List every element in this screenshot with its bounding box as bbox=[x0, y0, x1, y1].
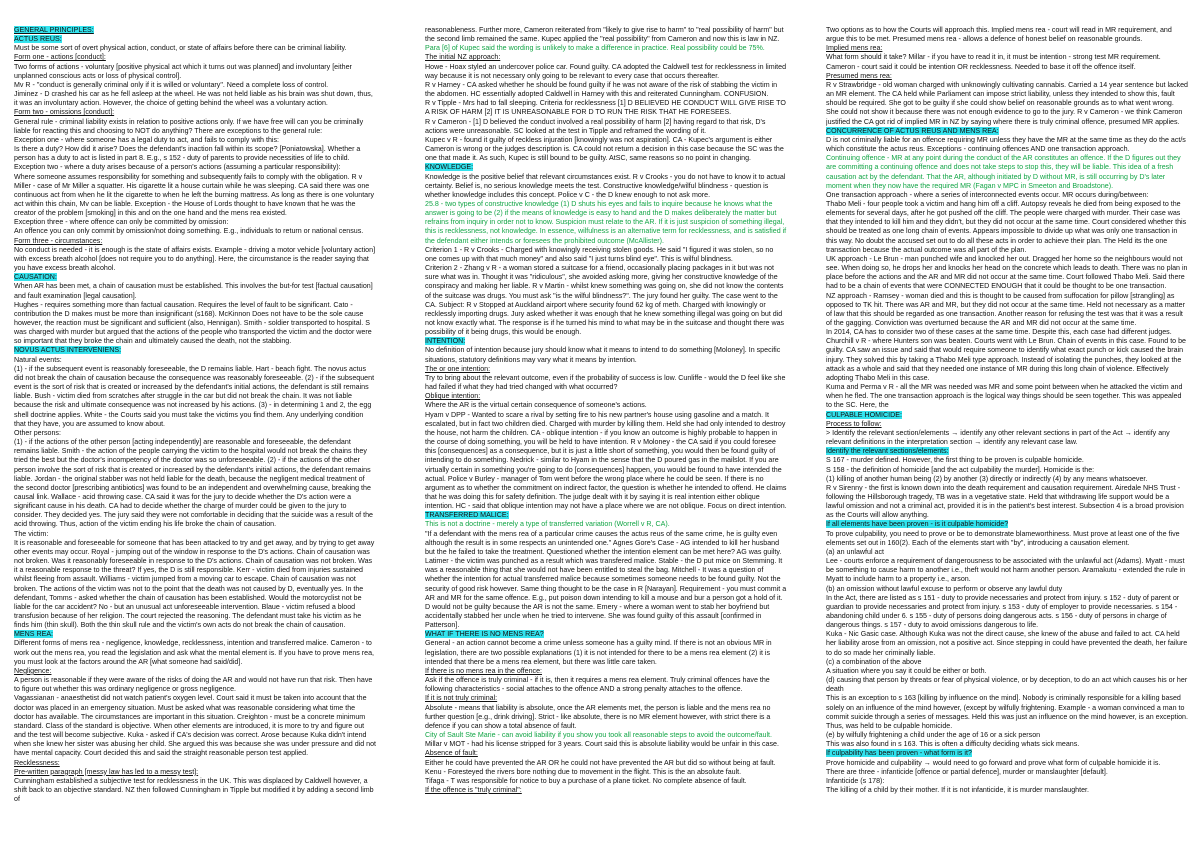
text-line bbox=[826, 154, 1188, 191]
text-line bbox=[14, 237, 376, 246]
text-run: Identify the relevant sections/elements: bbox=[826, 447, 949, 456]
text-line: What form should it take? Millar - if you have to read it in, it must be intention - strong test MR requirement. bbox=[826, 53, 1161, 62]
text-line: There are three - infanticide [offence or partial defence], murder or manslaughter [default]. bbox=[826, 767, 1108, 776]
text-line bbox=[826, 749, 1188, 758]
text-run: Recklessness: bbox=[14, 758, 60, 767]
text-line bbox=[826, 44, 1188, 53]
text-line bbox=[14, 273, 376, 282]
text-line: R v Harney - CA asked whether he should be found guilty if he was not aware of the risk of stabbing the victim in the abdomen. HC essentially adopted Caldwell in Harney with this and reiterated Cunningham. CONFUSION. bbox=[425, 80, 778, 99]
text-line bbox=[425, 694, 787, 703]
column-right bbox=[826, 26, 1188, 844]
text-run: Continuing offence - MR at any point during the conduct of the AR constitutes an offence. If the D figures out they are committing a continuing offence and does not take steps to stop this, they will be liable. This idea of a fresh causation act by the defendant. That the AR, although initiated by D without MR, is still occurring by D's later moment when they now have the required MR (Fagan v MPC in Smeeton and Broadstone). bbox=[826, 154, 1181, 190]
text-line: In the Act, there are listed as s 151 - duty to provide necessaries and protect from injury. s 152 - duty of parent or guardian to provide necessaries and protect from injury. s 153 - duty of employer to provide necessaries. s 154 - abandoning child under 6. s 155 - duty of persons doing dangerous acts. s 156 - duty of persons in charge of dangerous things. s 157 - duty to avoid omissions dangerous to life. bbox=[826, 593, 1180, 630]
text-line: General - an action cannot become a crime unless someone has a guilty mind. If there is not an obvious MR in legislation, there are two possible explanations (1) it is not intended for there to be a mens rea element (2) it is intended that there be a mens rea element, but there was little care taken. bbox=[425, 639, 772, 666]
text-run: Pre-written paragraph [messy law has led to a messy test]: bbox=[14, 767, 199, 776]
text-line: Two options as to how the Courts will approach this. Implied mens rea - court will read in MR requirement, and argue this to be met. Presumed mens rea - allows a defence of honest belief on reasonable grounds. bbox=[826, 26, 1172, 44]
text-run: The initial NZ approach: bbox=[425, 53, 501, 62]
text-run: Absence of fault: bbox=[425, 749, 478, 758]
text-line: Hyam v DPP - Wanted to scare a rival by setting fire to his new partner's house using gasoline and a match. It escalated, but in fact two children died. Charged with murder by killing them. Held she had only intended to destroy the house, not harm the children. CA - oblique intention - if you know an outcome is highly probable to happen in the course of doing something, you will be held to have intention. R v Moloney - the CA said if you could foresee this [consequences] as a consequence, but it is just a little short of something, you would then be found guilty of intending to do something. Nedrick - similar to Hyam in the sense that the D poured gas in the mailslot. If you are virtually certain in something you're going to do [consequences] happen, you would be found to have intended the actual. Police v Burley - manager of Tom went before the wrong place where he could be seen. If there is no argument as to whether the commitment on indirect factor, the question is whether he intended to offend. He claims that he was doing this for safety definition. The judge dealt with it by saying it is real intention either oblique intention. HC - said that oblique intention may not have a place where we are not oblique. Focus on direct intention. bbox=[425, 410, 787, 511]
text-line: R v Sirenny - the first is known down into the death requirement and causation requirement. Airedale NHS Trust - following the Hillsborough tragedy, TB was in a vegetative state. Held that withdrawing life support would be a lawful omission and not a criminal act, provided it is in the patient's best interest. Subsection 4 is a broad provision as the Courts will allow anything. bbox=[826, 483, 1184, 520]
text-line: Exception two - where a duty arises because of a person's actions (assuming a particular responsibility): bbox=[14, 163, 341, 172]
text-line: This was also found in s 163. This is often a difficulty deciding whats sick means. bbox=[826, 740, 1080, 749]
column-left bbox=[14, 26, 376, 844]
text-line bbox=[425, 786, 787, 795]
text-line bbox=[425, 53, 787, 62]
text-line bbox=[14, 53, 376, 62]
text-line: Cameron - court said it could be intention OR recklessness. Needed to base it off the offence itself. bbox=[826, 62, 1136, 71]
text-line: R v Strawbridge - old woman charged with unknowingly cultivating cannabis. Carried a 14 year sentence but lacked an MR element. The CA held while Parliament can impose strict liability, unless they intended to show this, fault should be required. She got to be guilty if she could show belief on reasonable grounds as to what went wrong. She could not show it because there was not enough evidence to go to the jury. R v Cameron - we think Cameron justified the CA got rid of implied MR in NZ by saying where there is truly criminal offence, presumed MR applies. bbox=[826, 80, 1188, 126]
text-run: KNOWLEDGE: bbox=[425, 163, 474, 172]
text-run: Form three - circumstances: bbox=[14, 236, 103, 245]
text-line: Jiminez - D crashed his car as he fell asleep at the wheel. He was not held liable as his brain was shut down, thus, it was an involuntary action. However, the choice of getting behind the wheel was a voluntary action. bbox=[14, 90, 373, 108]
text-run: CULPABLE HOMICIDE: bbox=[826, 410, 902, 419]
text-run: Implied mens rea: bbox=[826, 44, 883, 53]
text-run: Negligence: bbox=[14, 666, 52, 675]
text-line bbox=[425, 749, 787, 758]
text-run: If the offence is "truly criminal": bbox=[425, 785, 522, 794]
text-run: INTENTION: bbox=[425, 337, 466, 346]
text-line bbox=[425, 520, 787, 529]
text-line bbox=[425, 200, 787, 246]
text-line bbox=[826, 520, 1188, 529]
text-line: In 2014, CA has to consider two of these cases at the same time. Despite this, each case had different judges. bbox=[826, 328, 1172, 337]
text-line: Different forms of mens rea - negligence, knowledge, recklessness, intention and transferred malice. Cameron - to work out the mens rea, you read the legislation and ask what the mental element is. If you have to prove mens rea, you must look at the factors around the AR [what someone had said/did]. bbox=[14, 639, 375, 666]
text-line: (b) an omission without lawful excuse to perform or observe any lawful duty bbox=[826, 584, 1063, 593]
text-line bbox=[14, 768, 376, 777]
text-run: GENERAL PRINCIPLES: bbox=[14, 26, 94, 34]
text-run: MENS REA: bbox=[14, 630, 54, 639]
text-line: (1) killing of another human being (2) by another (3) directly or indirectly (4) by any means whatsoever. bbox=[826, 474, 1148, 483]
text-line: Howe - Hoax styled an undercover police car. Found guilty. CA adopted the Caldwell test for recklessness in limited way because it is not necessary only going to be relevant to every case that occurs thereafter. bbox=[425, 62, 787, 80]
text-line bbox=[425, 44, 787, 53]
text-line: (1) - if the subsequent event is reasonably foreseeable, the D remains liable. Hart - beach fight. The novus actus did not break the chain of causation because the consequence was reasonably foreseeable. (2) - if the subsequent event is the sort of risk that is created or increased by the defendant's initial actions, the defendant is still remains liable. Bush - victim died from scratches after struggle in the car but did not break the chain. It was not liable because the risk and ultimate consequence was not increased by his actions. (3) - in determining 1 and 2, the egg shell doctrine applies. White - the Courts said you must take the victims you find them. Any underlying condition that they have, you are assumed to know about. bbox=[14, 364, 375, 428]
text-run: Presumed mens rea: bbox=[826, 71, 892, 80]
text-line: NZ approach - Ramsey - woman died and this is thought to be caused from suffocation for pillow [strangling] as opposed to TK hit. There was AR and MR, but they did not occur at the same time. Held not necessary as a matter of law that this should be regarded as one transaction. Another reason for refusing the test was that it was a result of the gagging. Conviction was overturned because the AR and MR did not occur at the same time. bbox=[826, 291, 1185, 327]
text-line: Kuma and Perma v R - all the MR was needed was MR and some point between when he attacked the victim and when he fled. The one transaction approach is the logical way things should be seen together. This was appealed to the SC. Here, the bbox=[826, 383, 1183, 410]
text-line bbox=[14, 35, 376, 44]
text-run: Para [6] of Kupec said the wording is unlikely to make a difference in practice. Real possibility could be 75%. bbox=[425, 44, 765, 53]
text-run: CONCURRENCE OF ACTUS REUS AND MENS REA: bbox=[826, 126, 999, 135]
text-line: Lee - courts enforce a requirement of dangerousness to be associated with the unlawful act (Adams). Myatt - must be something to cause harm to another i.e., theft would not harm another person. Aramakutu - extended the rule in Myatt to include harm to a property i.e., arson. bbox=[826, 557, 1186, 584]
text-line: (1) - if the actions of the other person [acting independently] are reasonable and foreseeable, the defendant remains liable. Smith - the action of the people carrying the victim to the hospital would not break the chains they tried the best but the doctor's incompetency of the doctor was so unforeseeable. (2) - if the actions of the other person involve the sort of risk that is created or increased by the defendant's initial actions, the defendant remains liable. Jordan - the original stabber was not held liable for the death, because the negligent medical treatment of the second doctor [prescribing antibiotics] was found to be an independent and overwhelming cause, breaking the causal link. Wallace - acid throwing case. CA said it was for the jury to decide whether the D's action were a significant cause in his death. CA had to decide whether the charge of murder could be given to the jury to consider. They decided yes. The jury said they were not comfortable in deciding that the suicide was a result of the acid throwing. Thus, action of the victim ending his life broke the chain of causation. bbox=[14, 438, 373, 529]
text-line: Where someone assumes responsibility for something and subsequently fails to comply with the obligation. R v Miller - case of Mr Miller a squatter. His cigarette lit a house curtain while he was sleeping. CA said there was one continuous act from when he lit the cigarette to when he left the burning mattress. As long as there is one voluntary act within this chain, Mv can be liable. Exception - the House of Lords thought to have known that he was the creator of the problem [smoking] in this and on the one hand and the mens rea existed. bbox=[14, 172, 375, 218]
text-line bbox=[425, 163, 787, 172]
text-run: If it is not truly criminal: bbox=[425, 694, 498, 703]
text-run: If culpability has been proven - what form is it? bbox=[826, 749, 972, 758]
text-line: A situation where you say it could be either or both. bbox=[826, 666, 987, 675]
text-line: Churchill v R - where Hunters son was beaten. Courts went with Le Brun. Chain of events in this case. Found to be guilty. CA saw an issue and said that would require someone to identify what exact punch or kick caused the brain injury. They solved this by taking a Thabo Meli type approach. Instead of isolating the punches, they looked at the attack as a whole and said that they needed one instance of MR during this long chain of violence. Effectively adopting Thabo Meli in this case. bbox=[826, 337, 1186, 382]
text-line: (e) by wilfully frightening a child under the age of 16 or a sick person bbox=[826, 731, 1041, 740]
text-run: Process to follow: bbox=[826, 419, 882, 428]
text-line: Infanticide (s 178): bbox=[826, 776, 885, 785]
text-line: General rule - criminal liability exists in relation to positive actions only. If we have free will can you be criminally liable for reacting this and choosing to NOT do anything? There are exceptions to the general rule: bbox=[14, 117, 364, 135]
text-run: CAUSATION: bbox=[14, 273, 57, 282]
text-line bbox=[826, 420, 1188, 429]
text-line: Either he could have prevented the AR OR he could not have prevented the AR but did so without being at fault. bbox=[425, 758, 776, 767]
text-line: A person is reasonable if they were aware of the risks of doing the AR and would not have run that risk. Then have to figure out whether this was ordinary negligence or gross negligence. bbox=[14, 676, 373, 694]
text-run: City of Sault Ste Marie - can avoid liability if you show you took all reasonable steps to avoid the outcome/fault. bbox=[425, 731, 772, 740]
text-line: Kenu - Foresteyed the rivers bore nothing due to movement in the flight. This is the an absolute fault. bbox=[425, 767, 742, 776]
text-line bbox=[425, 337, 787, 346]
text-line: Cunningham established a subjective test for recklessness in the UK. This was displaced by Caldwell however, a shift back to an objective standard. NZ then followed Cunningham in Tipple but modified it by adding a second limb of bbox=[14, 776, 374, 804]
text-line: Criterion 2 - Zhang v R - a woman stored a suitcase for a friend, occasionally placing packages in it but was not sure what was in. Thought it was "ridiculous", she avoided asking more, giving her constructive knowledge of the conspiracy and making her liable. R v Martin - whilst knew something was going on, she did not know the contents of the suitcase was drugs. You must ask "is the wilful blindness?". The jury found her guilty. The case went to the CA. Subject: R v Stopped at Auckland airport where security found 62 kg of meth. Charged with knowingly or recklessly importing drugs. Jury asked whether it was enough that he knew something illegal was going on but did not know exactly what. The response is if he turned his mind to what may be in the suitcase and thought there was possibility of it being drugs, this would be enough. bbox=[425, 264, 785, 337]
text-line: Other persons: bbox=[14, 428, 61, 437]
text-line: Where the AR is the virtual certain consequence of someone's actions. bbox=[425, 401, 647, 410]
text-line bbox=[14, 26, 376, 35]
text-run: Oblique intention: bbox=[425, 392, 481, 401]
text-line: One transaction approach - where a series of interconnected events occur. MR occurs during/between: bbox=[826, 190, 1149, 199]
text-line bbox=[425, 731, 787, 740]
text-line: Must be some sort of overt physical action, conduct, or state of affairs before there can be criminal liability. bbox=[14, 44, 347, 53]
text-line: R v Cameron - [1] D believed the conduct involved a real possibility of harm [2] having regard to that risk, D's actions were unreasonable. SC looked at the test in Tipple and reframed the wording of it. bbox=[425, 117, 766, 135]
text-line: To prove culpability, you need to prove or be to demonstrate blameworthiness. Must prove at least one of the five elements set out in 160(2). Each of the elements start with "by", introducing a causation element. bbox=[826, 529, 1180, 547]
text-line: Exception three - where offence can only be committed by omission: bbox=[14, 218, 229, 227]
text-run: TRANSFERRED MALICE: bbox=[425, 511, 509, 520]
text-line bbox=[826, 127, 1188, 136]
text-line: D is not criminally liable for an offence requiring MR unless they have the MR at the same time as they do the act/s which constitute the actus reus. Exceptions - continuing offences AND one transaction approach. bbox=[826, 135, 1186, 154]
text-line: The victim: bbox=[14, 529, 49, 538]
text-line: Vagassianan - anaesthetist did not watch patient's oxygen level. Court said it must be taken into account that the doctor was placed in an emergency situation. Must be asked what was reasonable considering what time the doctor has available. The circumstances are important in this situation. Creighton - must be a concrete minimum standard. Class of the standard is objective. When other elements are introduced, it is more to try and figure out and the test will become subjective. Kuka - asked if CA's decision was correct. Arose because Kuka didn't intend when she knew her sister was abusing her child. She argued this was because she was under pressure and did not have mental capacity. Court decided this and said the straight reasonable person test applied. bbox=[14, 694, 376, 758]
text-run: WHAT IF THERE IS NO MENS REA? bbox=[425, 630, 544, 639]
text-line bbox=[14, 346, 376, 355]
text-line: Is there a duty? How did it arise? Does the defendant's inaction fall within its scope? [Poniatowska]. Whether a person has a duty to act is listed in part 8. E.g., s 152 - duty of parents to provide necessities of life to child. bbox=[14, 145, 361, 163]
text-line: An offence you can only commit by omission/not doing something. E.g., individuals to return or national census. bbox=[14, 227, 364, 236]
column-middle bbox=[425, 26, 787, 844]
text-line: (d) causing that person by threats or fear of physical violence, or by deception, to do an act which causes his or her death bbox=[826, 676, 1188, 694]
text-line: Try to bring about the relevant outcome, even if the probability of success is low. Cunliffe - would the D feel like she had failed if what they had tried changed with what occurred? bbox=[425, 373, 786, 392]
text-line: The killing of a child by their mother. If it is not infanticide, it is murder manslaughter. bbox=[826, 785, 1089, 794]
text-line: S 158 - the definition of homicide [and the act culpability the murder]. Homicide is the: bbox=[826, 465, 1095, 474]
text-line: It is reasonable and foreseeable for someone that has been attacked to try and get away, and by trying to get away other events may occur. Royal - jumping out of the window in response to the D's actions. Chain of causation was not broken. Was it reasonably foreseeable in response to the D's actions. Chain of causation was not broken. Was it a reasonable response to the threat? If yes, the D is still responsible. Kerr - victim died from injuries sustained whilst fleeing from assault. Williams - victim jumped from a moving car to escape. Chain of causation was not broken. The actions of the victim was not to the point that the death was not caused by D, eventually yes. In the defendant, Tomms - asked whether the chain of causation has been established. Would the motorcyclist not be liable for the car accident? No - but an unusual act unforeseeable intervention. Blaue - victim refused a blood transfusion because of her religion. The court rejected the reasoning. The defendant must take his victim as he finds him (thin skull). Both the thin skull rule and the victim's own acts do not break the chain of causation. bbox=[14, 538, 375, 630]
text-line: Criterion 1 - R v Crooks - Charged with knowingly receiving stolen goods. He said "I figured it was stolen, so no one comes up with that much money" and also said "I just turns blind eye". This is wilful blindness. bbox=[425, 245, 774, 263]
text-line: R v Tipple - Mrs had to fall sleeping. Criteria for recklessness [1] D BELIEVED HE CONDUCT WILL GIVE RISE TO A RISK OF HARM [2] IT IS UNREASONABLE FOR D TO RUN THE RISK THAT HE FORESEES. bbox=[425, 99, 786, 117]
text-line: Tifaga - T was responsible for notice to buy a purchase of a plane ticket. No complete absence of fault. bbox=[425, 776, 747, 785]
text-run: 25.8 - two types of constructive knowledge (1) D shuts his eyes and fails to inquire because he knows what the answer is going to be (2) if the means of knowledge is easy to hand and the D makes deliberately the matter but refrains from inquiry in order not to know. Suspicion must relate to the AR. If it is just suspicion of something illegal, this is recklessness, not knowledge. In essence, wilfulness is an alternative term for recklessness, and is satisfied if the defendant either intends or foresees the prohibited outcome (McAllister). bbox=[425, 199, 787, 245]
text-line bbox=[425, 630, 787, 639]
text-line: Thabo Meli - four people took a victim and hang him off a cliff. Autopsy reveals he died from being exposed to the elements for several days, after he got pushed off the cliff. The people were charged with murder. Their case was that they intended to kill him and they didn't, but they did not occur at the same time. Court considered whether this should be treated as one long chain of events. Appears impossible to divide up what was only one transaction in this way. No doubt the accused set out to do all these acts in order to achieve their plan. The Held its the one transaction because the actual outcome was all part of the plan. bbox=[826, 199, 1187, 254]
text-line: S 167 - murder defined. However, the first thing to be proven is culpable homicide. bbox=[826, 456, 1084, 465]
text-line: reasonableness. Further more, Cameron reiterated from "likely to give rise to harm" to "real possibility of harm" but the second limb remained the same. Kupec applied the "real possibility" from Cameron and now this is law in NZ. bbox=[425, 26, 784, 44]
text-run: ACTUS REUS: bbox=[14, 35, 62, 44]
text-run: Form one - actions [conduct]: bbox=[14, 53, 106, 62]
text-run: If all elements have been proven - is it culpable homicide? bbox=[826, 520, 1009, 529]
text-line bbox=[14, 630, 376, 639]
text-line bbox=[14, 667, 376, 676]
text-line: No definition of intention because jury should know what it means to intend to do something [Moloney]. In specific situations, statutory definitions may vary what it means by intention. bbox=[425, 346, 781, 364]
text-line: Prove homicide and culpability → would need to go forward and prove what form of culpable homicide it is. bbox=[826, 758, 1161, 767]
text-line bbox=[14, 108, 376, 117]
text-line: No conduct is needed - it is enough is the state of affairs exists. Example - driving a motor vehicle [voluntary action] with excess breath alcohol [does not require you to do anything]. Here, the circumstance is the reader saying that you have excess breath alcohol. bbox=[14, 245, 376, 273]
text-line bbox=[826, 447, 1188, 456]
text-line: Two forms of actions - voluntary [positive physical act which it turns out was planned] and involuntary [either unplanned conscious acts or loss of physical control]. bbox=[14, 62, 352, 80]
text-line bbox=[14, 759, 376, 768]
text-line: Knowledge is the positive belief that relevant circumstances exist. R v Crooks - you do not have to know it to actual certainty. Belief is, no serious knowledge meets the test. Constructive knowledge/wilful blindness - question is whether knowledge includes this concept. Police v C - the D knew enough to not ask more. bbox=[425, 172, 786, 199]
text-line bbox=[425, 392, 787, 401]
text-line: (a) an unlawful act bbox=[826, 547, 884, 556]
text-run: If there is no mens rea in the offence: bbox=[425, 666, 542, 675]
text-line: When AR has been met, a chain of causation must be established. This involves the but-for test [factual causation] and fault examination [legal causation]. bbox=[14, 282, 373, 300]
text-line: Absolute - means that liability is absolute, once the AR elements met, the person is liable and the mens rea no further question [e.g., drink driving]. Strict - like absolute, there is no MR element however, with strict there is a defence if you can show a total absence of fault. bbox=[425, 703, 771, 730]
text-line bbox=[425, 365, 787, 374]
text-line: > Identify the relevant section/elements → identify any other relevant sections in part of the Act → identify any relevant definitions in the interpretation section → identify any relevant case law. bbox=[826, 428, 1170, 447]
text-line: Exception one - where someone has a legal duty to act, and fails to comply with this: bbox=[14, 135, 279, 144]
text-line: Kupec v R - found it guilty of reckless injuration [knowingly was not aspiration]. CA - Kupec's argument is either Cameron is wrong or the judges description is. CA could not return a decision in this case because the SC was the one that made it. As such, Kupec is still bound to be guilty. AtSC, same reasons so no point in changing. bbox=[425, 135, 784, 163]
text-line: Millar v MOT - had his license stripped for 3 years. Court said this is absolute liability would be unfair in this case. bbox=[425, 740, 779, 749]
text-run: This is not a doctrine - merely a type of transferred variation (Worrell v R, CA). bbox=[425, 520, 670, 529]
text-line: Natural events: bbox=[14, 355, 62, 364]
text-run: NOVUS ACTUS INTERVENIENS: bbox=[14, 346, 122, 355]
text-line bbox=[826, 411, 1188, 420]
text-line: Kuka - Nic Gasic case. Although Kuka was not the direct cause, she knew of the abuse and failed to act. CA held her liability arose from an omission, not a positive act. Since stepping in could have prevented the death, her failure to do so made her criminally liable. bbox=[826, 630, 1188, 657]
text-line bbox=[826, 72, 1188, 81]
text-line bbox=[425, 511, 787, 520]
text-line: This is an exception to s 163 [killing by influence on the mind]. Nobody is criminally responsible for a killing based solely on an influence of the mind however, (except by wilfully frightening. Example - a woman convinced a man to commit suicide through a series of messages. Held this was just an influence on the mind however, is an exception. Thus, was held to be culpable homicide. bbox=[826, 694, 1188, 730]
text-line: UK approach - Le Brun - man punched wife and knocked her out. Dragged her home so the neighbours would not see. When doing so, he drops her and knocks her head on the concrete which leads to death. There was no plan in place before the actions and the AR and MR did not occur at the same time. Court followed Thabo Meli. Said there had to be a chain of events that were CONNECTED ENOUGH that it could be thought to be one transaction. bbox=[826, 254, 1188, 291]
text-line: Ask if the offence is truly criminal - if it is, then it requires a mens rea element. Truly criminal offences have the following characteristics - social attaches to the offence AND a strong penalty attaches to the offence. bbox=[425, 676, 770, 694]
text-line bbox=[425, 667, 787, 676]
text-run: Form two - omissions [conduct]: bbox=[14, 108, 115, 117]
text-line: "If a defendant with the mens rea of a particular crime causes the actus reus of the same crime, he is guilty even although the result is in some respects an unintended one." Agnes Gore's Case - AG intended to kill her husband but the he failed to take the treatment. Questioned whether the intention element can be met here? AG was guilty. Latimer - the victim was punched as a result which was transfered malice. Stable - the D put mice on Stemming. It was a reasonable thing that she would not have been entitled to steal the bag. Mitchell - It was a question of whether the intention for actual transferred malice because sometimes someone needs to be found guilty. Not the security of good risk however. Same thing thought to be the case in R [Narayan]. Requirement - you must commit a AR and MR for the same offence. E.g., put poison down intending to kill a mouse and bur a person got a hold of it. D would not be guilty because the AR is not the same. Emery - where a woman went to stab her boyfriend but accidentally stabbed her uncle when he tried to intervene. She was found guilty of this assault [confirmed in Patterson]. bbox=[425, 529, 787, 630]
text-line: Mv R - "conduct is generally criminal only if it is willed or voluntary". Need a complete loss of control. bbox=[14, 80, 329, 89]
text-run: The or one intention: bbox=[425, 364, 491, 373]
text-line: (c) a combination of the above bbox=[826, 657, 922, 666]
text-line: Hughes - requires something more than factual causation. Requires the level of fault to be significant. Cato - contribution the D makes must be more than insignificant (s168). McKinnon Does not have to be the sole cause however, the reaction must be significant and sufficient (also, Hennigan). Smith - soldier transported to hospital. S was charged with murder but argued that the actions of the people who transported the victim and the doctor were so important that they broke the chain and ultimately caused the death, not the stabbing. bbox=[14, 300, 372, 346]
